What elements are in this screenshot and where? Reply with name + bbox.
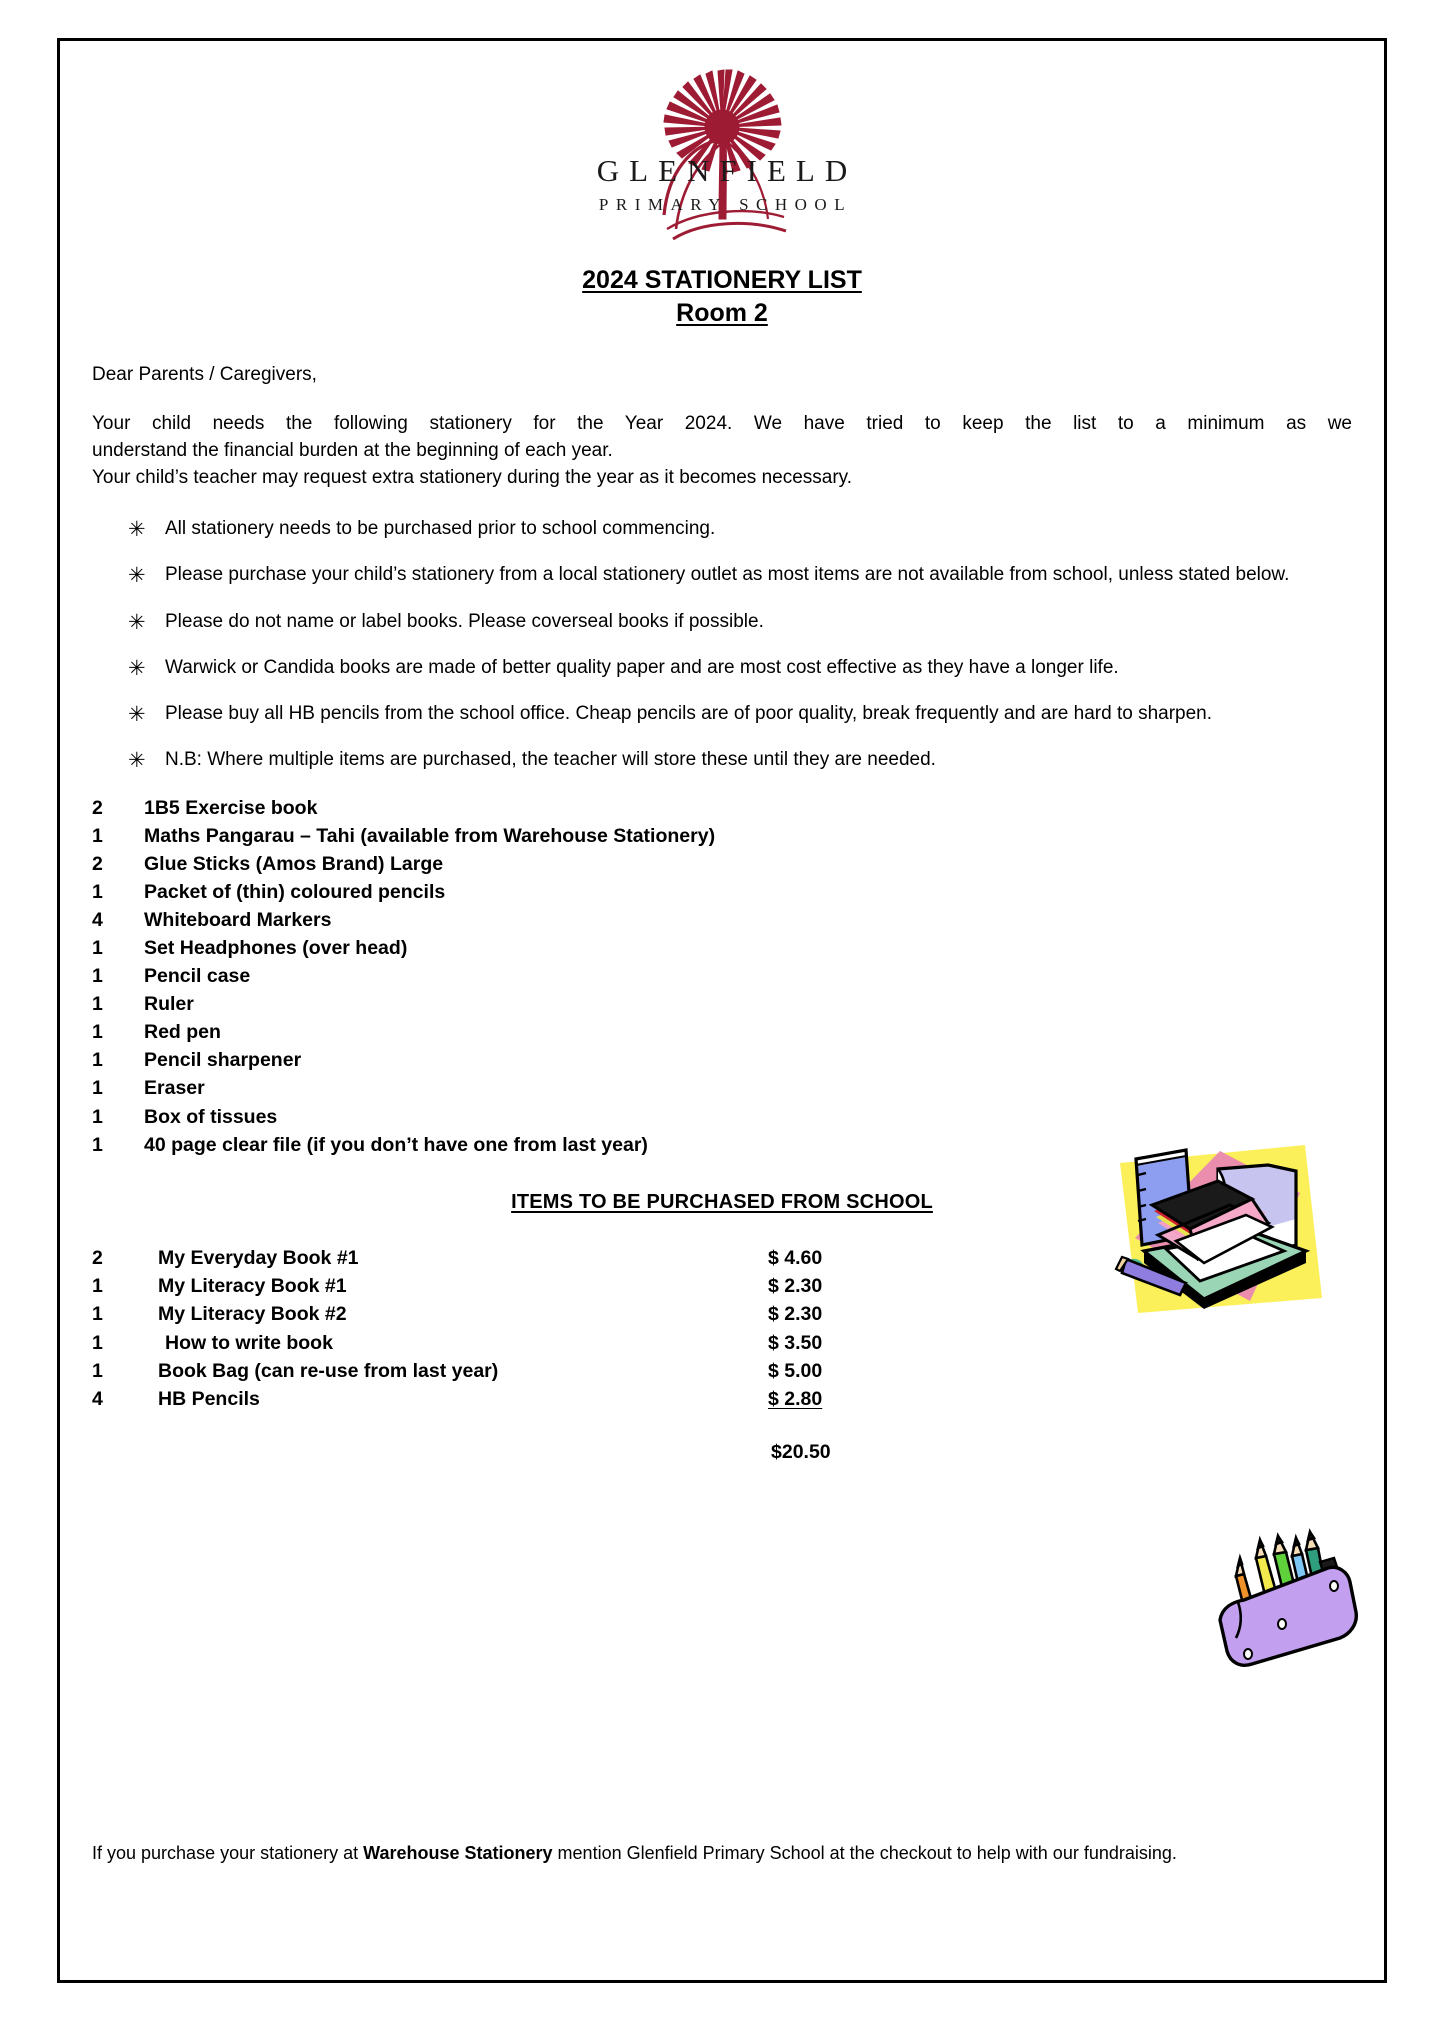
- item-description: My Literacy Book #2: [158, 1303, 347, 1326]
- item-quantity: 1: [92, 993, 103, 1016]
- item-description: Ruler: [144, 993, 194, 1016]
- table-row: [92, 1329, 1352, 1357]
- total-amount: $20.50: [771, 1441, 831, 1464]
- item-quantity: 1: [92, 1274, 103, 1297]
- item-quantity: 1: [92, 824, 103, 847]
- document-page: [57, 38, 1387, 1983]
- table-row: [92, 878, 1352, 906]
- item-quantity: 1: [92, 1133, 103, 1156]
- item-price: $ 5.00: [768, 1359, 823, 1382]
- table-row: [92, 934, 1352, 962]
- school-items-heading-text: ITEMS TO BE PURCHASED FROM SCHOOL: [511, 1190, 933, 1213]
- list-item: [92, 609, 1352, 636]
- cabbage-tree-logo-icon: [572, 69, 872, 249]
- footer-store-name: Warehouse Stationery: [363, 1843, 553, 1863]
- item-description: My Literacy Book #1: [158, 1274, 347, 1297]
- footer-text-part-2: mention Glenfield Primary School at the checkout to help with our fundraising.: [552, 1843, 1177, 1863]
- bullet-text: Warwick or Candida books are made of better quality paper and are most cost effective as they have a longer life.: [165, 656, 1119, 678]
- table-row: [92, 1074, 1352, 1102]
- item-price: $ 3.50: [768, 1331, 823, 1354]
- list-item: [92, 516, 1352, 543]
- item-description: Pencil case: [144, 965, 251, 988]
- table-row: [92, 1018, 1352, 1046]
- item-quantity: 1: [92, 1105, 103, 1128]
- intro-paragraph: [92, 411, 1352, 492]
- item-quantity: 1: [92, 1021, 103, 1044]
- notes-bullet-list: [92, 516, 1352, 775]
- intro-line-2: understand the financial burden at the beginning of each year.: [92, 439, 613, 461]
- bullet-text: N.B: Where multiple items are purchased, the teacher will store these until they are needed.: [165, 749, 936, 771]
- item-description: Maths Pangarau – Tahi (available from Warehouse Stationery): [144, 824, 716, 847]
- list-item: [92, 701, 1352, 728]
- item-description: Book Bag (can re-use from last year): [158, 1359, 499, 1382]
- item-description: Packet of (thin) coloured pencils: [144, 880, 446, 903]
- item-description: Whiteboard Markers: [144, 909, 332, 931]
- item-quantity: 1: [92, 937, 103, 960]
- item-description: Red pen: [144, 1021, 221, 1044]
- bullet-text: Please buy all HB pencils from the school office. Cheap pencils are of poor quality, break frequently and are hard to sharpen.: [165, 703, 1213, 725]
- item-quantity: 1: [92, 965, 103, 988]
- item-price: $ 2.80: [768, 1388, 823, 1411]
- asterisk-bullet-icon: ✳: [128, 656, 146, 680]
- item-description: 1B5 Exercise book: [144, 796, 318, 819]
- item-quantity: 4: [92, 909, 103, 931]
- table-row: [92, 822, 1352, 850]
- table-row: [92, 962, 1352, 990]
- bullet-text: All stationery needs to be purchased prior to school commencing.: [165, 517, 716, 539]
- item-quantity: 2: [92, 1246, 103, 1269]
- school-logo: [92, 69, 1352, 254]
- item-description: My Everyday Book #1: [158, 1246, 359, 1269]
- item-description: Glue Sticks (Amos Brand) Large: [144, 852, 444, 875]
- asterisk-bullet-icon: ✳: [128, 610, 146, 634]
- footer-text-part-1: If you purchase your stationery at: [92, 1843, 364, 1863]
- item-quantity: 1: [92, 1049, 103, 1072]
- item-quantity: 1: [92, 1359, 103, 1382]
- page-subtitle: [92, 297, 1352, 330]
- item-description: Pencil sharpener: [144, 1049, 302, 1072]
- item-quantity: 1: [92, 1303, 103, 1326]
- footer-note: [92, 1841, 1352, 1867]
- table-row: [92, 906, 1352, 934]
- item-description: Eraser: [144, 1077, 205, 1100]
- table-row: [92, 850, 1352, 878]
- page-title: [92, 264, 1352, 297]
- item-quantity: 4: [92, 1388, 103, 1411]
- pencil-case-clipart-icon: [1208, 1528, 1368, 1668]
- list-item: [92, 562, 1352, 589]
- stationery-list: [92, 794, 1352, 1159]
- table-row: [92, 1046, 1352, 1074]
- item-description: HB Pencils: [158, 1388, 260, 1411]
- intro-line-1: Your child needs the following stationery for the Year 2024. We have tried to keep the list to a minimum as we: [92, 413, 1352, 434]
- item-description: Set Headphones (over head): [144, 937, 408, 960]
- item-quantity: 2: [92, 796, 103, 819]
- asterisk-bullet-icon: ✳: [128, 703, 146, 727]
- bullet-text: Please do not name or label books. Please coverseal books if possible.: [165, 610, 764, 632]
- table-row: [92, 990, 1352, 1018]
- item-description: 40 page clear file (if you don’t have one from last year): [144, 1133, 648, 1156]
- item-quantity: 1: [92, 880, 103, 903]
- page-title-text: 2024 STATIONERY LIST: [582, 266, 862, 294]
- list-item: [92, 747, 1352, 774]
- item-quantity: 2: [92, 852, 103, 875]
- intro-line-3: Your child’s teacher may request extra stationery during the year as it becomes necessary.: [92, 466, 853, 488]
- item-description: Box of tissues: [144, 1105, 278, 1128]
- table-row: [92, 1385, 1352, 1413]
- salutation: Dear Parents / Caregivers,: [92, 364, 317, 385]
- item-quantity: 1: [92, 1331, 103, 1354]
- item-price: $ 4.60: [768, 1246, 823, 1269]
- logo-school-name: GLENFIELD: [596, 153, 858, 188]
- total-spacer: [92, 1441, 768, 1464]
- asterisk-bullet-icon: ✳: [128, 749, 146, 773]
- books-clipart-icon: [1100, 1123, 1350, 1323]
- item-description: How to write book: [165, 1331, 333, 1354]
- asterisk-bullet-icon: ✳: [128, 517, 146, 541]
- item-quantity: 1: [92, 1077, 103, 1100]
- total-row: [92, 1441, 1352, 1464]
- page-subtitle-text: Room 2: [676, 299, 768, 327]
- logo-school-subtitle: PRIMARY SCHOOL: [598, 194, 853, 214]
- table-row: [92, 1357, 1352, 1385]
- item-price: $ 2.30: [768, 1303, 823, 1326]
- list-item: [92, 655, 1352, 682]
- table-row: [92, 794, 1352, 822]
- asterisk-bullet-icon: ✳: [128, 564, 146, 588]
- item-price: $ 2.30: [768, 1274, 823, 1297]
- bullet-text: Please purchase your child’s stationery from a local stationery outlet as most items are not available from school, unless stated below.: [165, 564, 1290, 586]
